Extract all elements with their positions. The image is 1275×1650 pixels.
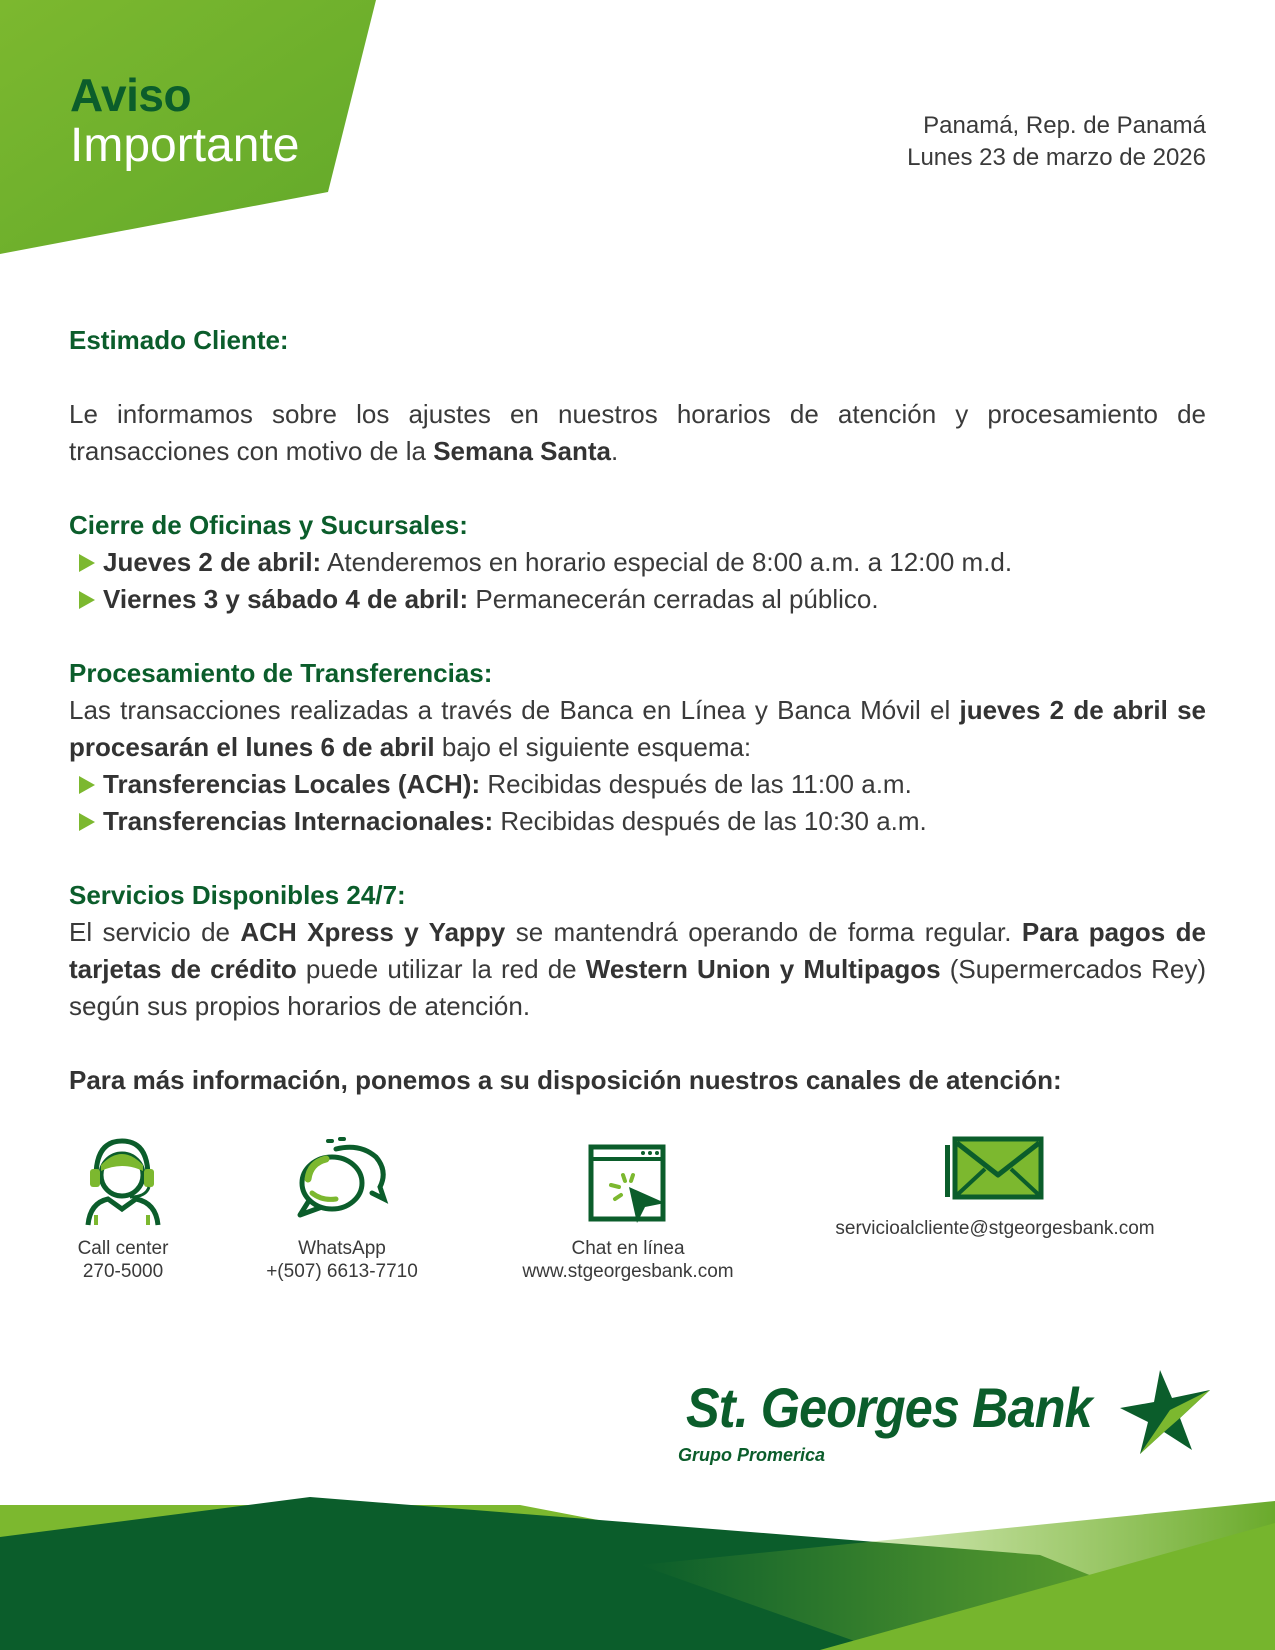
logo-subtitle: Grupo Promerica — [678, 1445, 826, 1465]
list-item: Transferencias Internacionales: Recibidas después de las 10:30 a.m. — [69, 803, 1206, 840]
place: Panamá, Rep. de Panamá — [923, 112, 1206, 139]
contact-call-center[interactable] — [48, 1135, 198, 1283]
contact-email-address: servicioalcliente@stgeorgesbank.com — [835, 1218, 1155, 1239]
intro-paragraph: Le informamos sobre los ajustes en nuestros horarios de atención y procesamiento de transacciones con motivo de la Semana Santa. — [69, 399, 1206, 466]
transfers-heading: Procesamiento de Transferencias: — [69, 658, 493, 688]
services-heading: Servicios Disponibles 24/7: — [69, 880, 406, 910]
contact-web-chat[interactable] — [498, 1135, 758, 1283]
logo-name: St. Georges Bank — [686, 1376, 1092, 1439]
star-logo-icon — [1120, 1370, 1210, 1458]
contact-whatsapp[interactable] — [232, 1135, 452, 1283]
list-item: Jueves 2 de abril: Atenderemos en horario especial de 8:00 a.m. a 12:00 m.d. — [69, 544, 1206, 581]
bullet-triangle-icon — [79, 554, 95, 572]
bullet-triangle-icon — [79, 591, 95, 609]
bullet-triangle-icon — [79, 776, 95, 794]
banner-title-importante: Importante — [70, 119, 300, 172]
contact-email[interactable] — [815, 1135, 1175, 1240]
transfers-paragraph: Las transacciones realizadas a través de Banca en Línea y Banca Móvil el jueves 2 de abril se procesarán el lunes 6 de abril bajo el siguiente esquema: — [69, 695, 1206, 762]
more-info: Para más información, ponemos a su disposición nuestros canales de atención: — [69, 1065, 1062, 1095]
web-chat-icon — [587, 1135, 669, 1227]
whatsapp-chat-icon — [292, 1135, 392, 1227]
bank-logo — [678, 1375, 1208, 1475]
greeting: Estimado Cliente: — [69, 325, 289, 355]
services-paragraph: El servicio de ACH Xpress y Yappy se mantendrá operando de forma regular. Para pagos de tarjetas de crédito puede utilizar la red de Western Union y Multipagos (Supermercados Rey) según sus propios horarios de atención. — [69, 917, 1207, 1021]
contact-channels — [0, 1135, 1275, 1295]
place-date — [907, 110, 1206, 174]
contact-label: Call center — [77, 1238, 169, 1259]
contact-value: +(507) 6613-7710 — [266, 1261, 418, 1282]
list-item: Transferencias Locales (ACH): Recibidas después de las 11:00 a.m. — [69, 766, 1206, 803]
contact-value: www.stgeorgesbank.com — [522, 1261, 734, 1282]
notice-body — [69, 322, 1206, 1099]
envelope-icon — [945, 1135, 1045, 1207]
offices-heading: Cierre de Oficinas y Sucursales: — [69, 510, 468, 540]
contact-value: 270-5000 — [82, 1261, 164, 1282]
banner-title-aviso: Aviso — [70, 69, 192, 121]
contact-label: Chat en línea — [571, 1238, 685, 1259]
contact-label: WhatsApp — [298, 1238, 386, 1259]
banner-title — [70, 69, 300, 172]
bottom-wave-shape — [0, 1495, 1275, 1650]
bullet-triangle-icon — [79, 813, 95, 831]
list-item: Viernes 3 y sábado 4 de abril: Permanecerán cerradas al público. — [69, 581, 1206, 618]
date: Lunes 23 de marzo de 2026 — [907, 144, 1206, 171]
headset-icon — [82, 1135, 164, 1227]
